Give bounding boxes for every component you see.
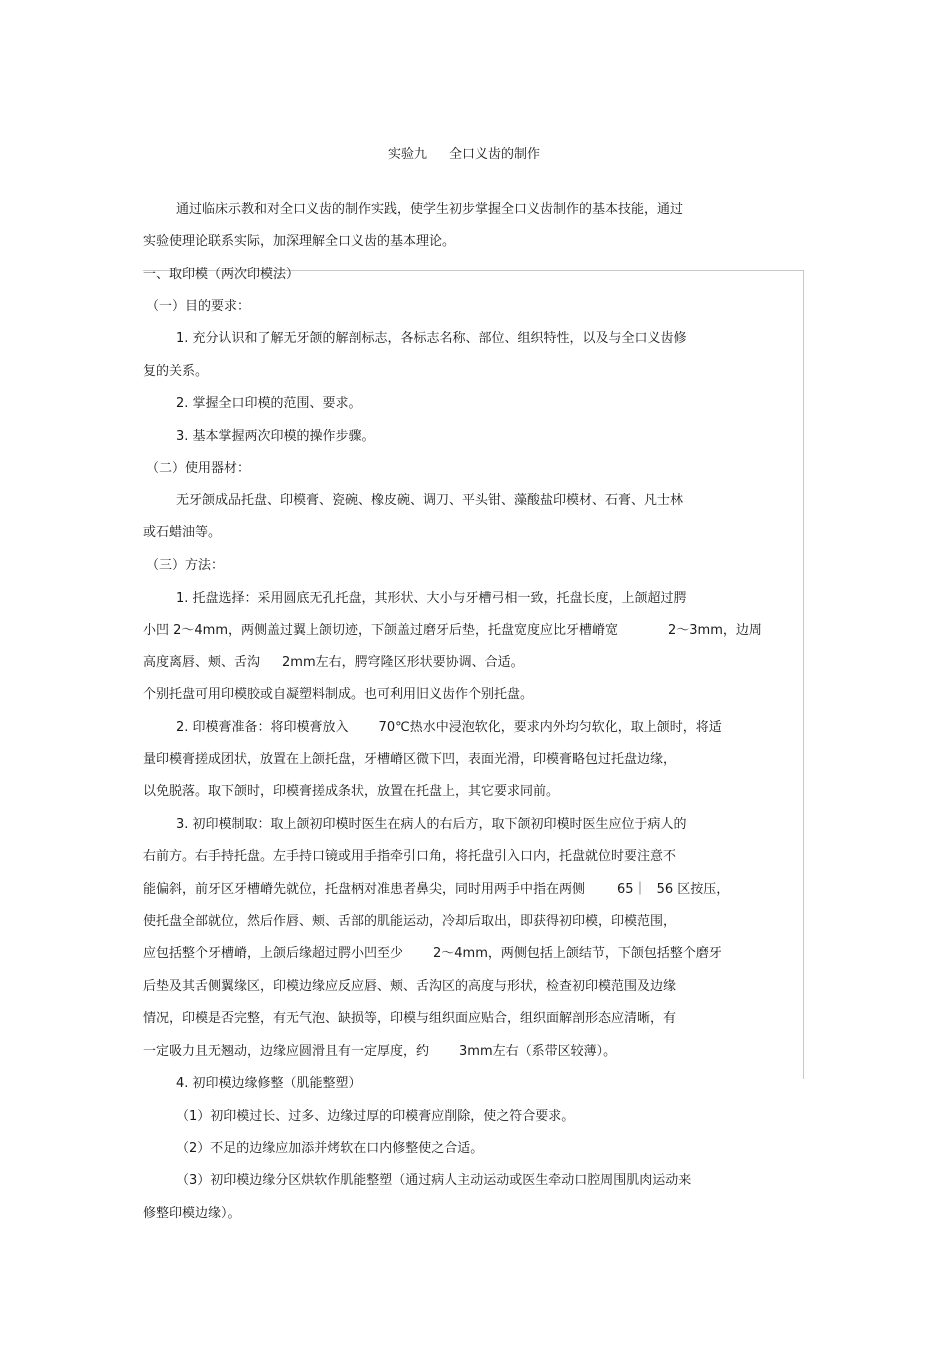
section-heading: 一、取印模（两次印模法）: [143, 267, 300, 282]
goal-item-2: 2. 掌握全口印模的范围、要求。: [176, 396, 362, 411]
step3-line-1: 3. 初印模制取：取上颌初印模时医生在病人的右后方，取下颌初印模时医生应位于病人的: [176, 817, 687, 832]
title-sub: 全口义齿的制作: [449, 147, 541, 162]
step3-line-3: 能偏斜，前牙区牙槽嵴先就位，托盘柄对准患者鼻尖，同时用两手中指在两侧 65｜ 56 区按压，: [143, 882, 730, 897]
step2-line-3: 以免脱落。取下颌时，印模膏搓成条状，放置在托盘上，其它要求同前。: [143, 784, 560, 799]
materials-heading: （二）使用器材：: [146, 461, 251, 476]
step1-line-2: 小凹 2～4mm，两侧盖过翼上颌切迹，下颌盖过磨牙后垫，托盘宽度应比牙槽嵴宽 2～3mm，边周: [143, 623, 762, 638]
step3-line-7: 情况，印模是否完整，有无气泡、缺损等，印模与组织面应贴合，组织面解剖形态应清晰，有: [143, 1011, 677, 1026]
materials-line-1: 无牙颌成品托盘、印模膏、瓷碗、橡皮碗、调刀、平头钳、藻酸盐印模材、石膏、凡士林: [176, 493, 684, 508]
step3-line-8: 一定吸力且无翘动，边缘应圆滑且有一定厚度，约 3mm左右（系带区较薄）。: [143, 1044, 617, 1059]
intro-line-1: 通过临床示教和对全口义齿的制作实践，使学生初步掌握全口义齿制作的基本技能，通过: [176, 202, 684, 217]
step3-line-2: 右前方。右手持托盘。左手持口镜或用手指牵引口角，将托盘引入口内，托盘就位时要注意不: [143, 849, 677, 864]
title-main: 实验九: [388, 147, 428, 162]
materials-line-2: 或石蜡油等。: [143, 525, 222, 540]
step4-item-3: （3）初印模边缘分区烘软作肌能整塑（通过病人主动运动或医生牵动口腔周围肌肉运动来: [176, 1173, 692, 1188]
page-title: [388, 146, 540, 164]
step4-heading: 4. 初印模边缘修整（肌能整塑）: [176, 1076, 362, 1091]
goal-item-3: 3. 基本掌握两次印模的操作步骤。: [176, 429, 375, 444]
step3-line-6: 后垫及其舌侧翼缘区，印模边缘应反应唇、颊、舌沟区的高度与形状，检查初印模范围及边缘: [143, 979, 677, 994]
step4-item-3-cont: 修整印模边缘）。: [143, 1206, 241, 1221]
goal-item-1: 1. 充分认识和了解无牙颌的解剖标志，各标志名称、部位、组织特性，以及与全口义齿修: [176, 331, 687, 346]
step1-line-4: 个别托盘可用印模胶或自凝塑料制成。也可利用旧义齿作个别托盘。: [143, 687, 534, 702]
step4-item-1: （1）初印模过长、过多、边缘过厚的印模膏应削除，使之符合要求。: [176, 1109, 575, 1124]
step2-line-2: 量印模膏搓成团状，放置在上颌托盘，牙槽嵴区微下凹，表面光滑，印模膏略包过托盘边缘，: [143, 752, 677, 767]
step2-line-1: 2. 印模膏准备：将印模膏放入 70℃热水中浸泡软化，要求内外均匀软化，取上颌时，将适: [176, 720, 722, 735]
step4-item-2: （2）不足的边缘应加添并烤软在口内修整使之合适。: [176, 1141, 484, 1156]
step1-line-3: 高度离唇、颊、舌沟 2mm左右，腭穹隆区形状要协调、合适。: [143, 655, 524, 670]
step3-line-5: 应包括整个牙槽嵴，上颌后缘超过腭小凹至少 2～4mm，两侧包括上颌结节，下颌包括整个磨牙: [143, 946, 722, 961]
intro-line-2: 实验使理论联系实际，加深理解全口义齿的基本理论。: [143, 234, 456, 249]
goals-heading: （一）目的要求：: [146, 299, 251, 314]
goal-item-1-cont: 复的关系。: [143, 364, 209, 379]
step3-line-4: 使托盘全部就位，然后作唇、颊、舌部的肌能运动，冷却后取出，即获得初印模，印模范围，: [143, 914, 677, 929]
step1-line-1: 1. 托盘选择：采用圆底无孔托盘，其形状、大小与牙槽弓相一致，托盘长度，上颌超过腭: [176, 591, 687, 606]
method-heading: （三）方法：: [146, 558, 225, 573]
